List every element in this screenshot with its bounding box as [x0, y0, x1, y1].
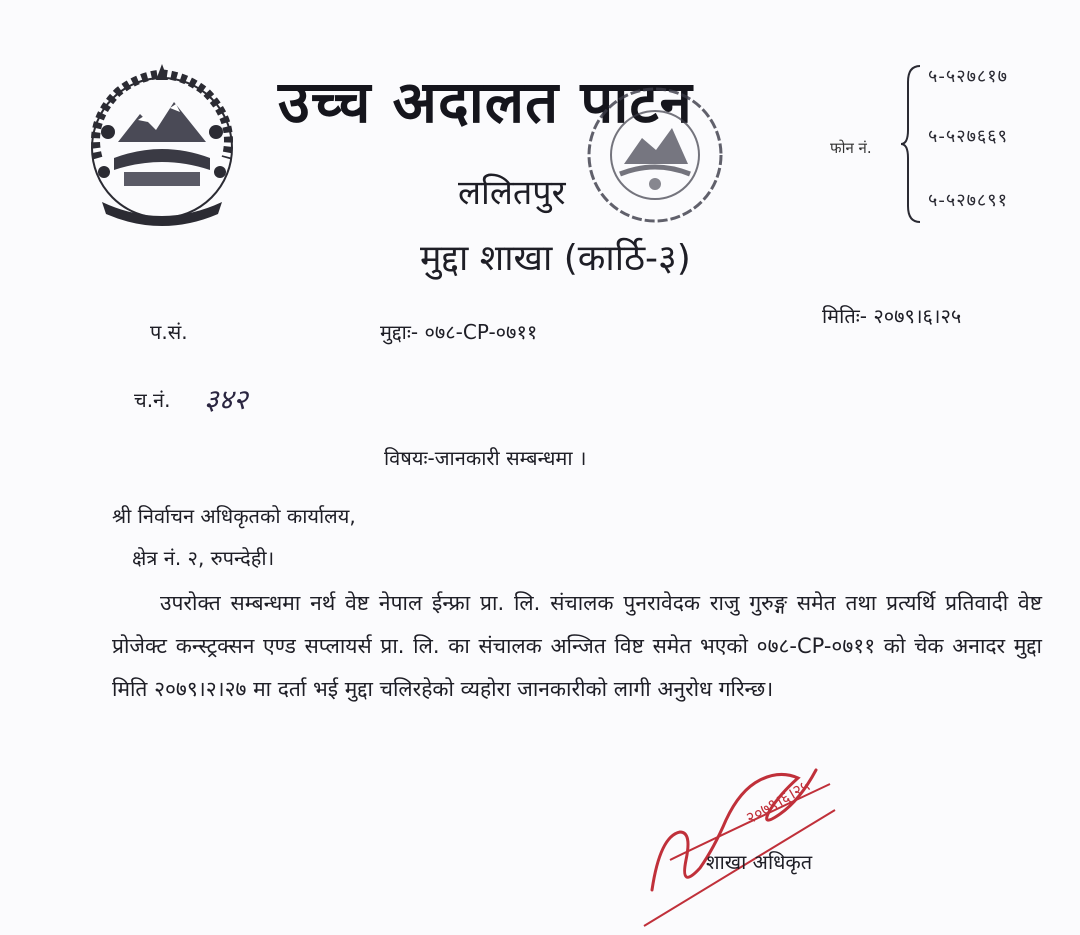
ps-label: प.सं.	[150, 320, 188, 344]
dispatch-label: च.नं.	[134, 388, 171, 412]
phone-number: ५-५२७६६९	[928, 126, 1009, 147]
court-title: उच्च अदालत पाटन	[278, 68, 693, 136]
signatory-title: शाखा अधिकृत	[706, 850, 813, 874]
brace-icon	[900, 64, 922, 224]
case-label: मुद्दाः-	[380, 320, 419, 344]
recipient-area: क्षेत्र नं. २, रुपन्देही।	[132, 546, 275, 570]
date-line	[822, 302, 961, 329]
court-branch: मुद्दा शाखा (कार्ठि-३)	[420, 238, 691, 279]
court-seal-stamp-icon	[580, 80, 730, 230]
case-number: ०७८-CP-०७११	[424, 320, 538, 344]
recipient-office: श्री निर्वाचन अधिकृतको कार्यालय,	[112, 504, 356, 528]
dispatch-number: ३४२	[204, 383, 248, 416]
signature-date: २०७९।६।२५	[742, 775, 813, 828]
subject-line: विषयः-जानकारी सम्बन्धमा ।	[384, 446, 587, 470]
letter-body: उपरोक्त सम्बन्धमा नर्थ वेष्ट नेपाल ईन्फ्रा प्रा. लि. संचालक पुनरावेदक राजु गुरुङ्ग समेत तथा प्रत्यर्थि प्रतिवादी वेष्ट प्रोजेक्ट कन्स्ट्रक्सन एण्ड सप्लायर्स प्रा. लि. का संचालक अन्जित विष्ट समेत भएको ०७८-CP-०७११ को चेक अनादर मुद्दा मिति २०७९।२।२७ मा दर्ता भई मुद्दा चलिरहेको व्यहोरा जानकारीको लागी अनुरोध गरिन्छ।	[112, 591, 1042, 701]
date-label: मितिः-	[822, 304, 867, 328]
case-reference	[380, 318, 537, 345]
date-value: २०७९।६।२५	[873, 304, 962, 328]
signature-mark	[630, 740, 860, 930]
court-city: ललितपुर	[458, 173, 566, 213]
phone-number: ५-५२७८१७	[928, 66, 1009, 87]
phone-number: ५-५२७८९१	[928, 190, 1009, 211]
nepal-emblem-icon	[78, 62, 246, 232]
phone-label: फोन नं.	[830, 139, 872, 157]
